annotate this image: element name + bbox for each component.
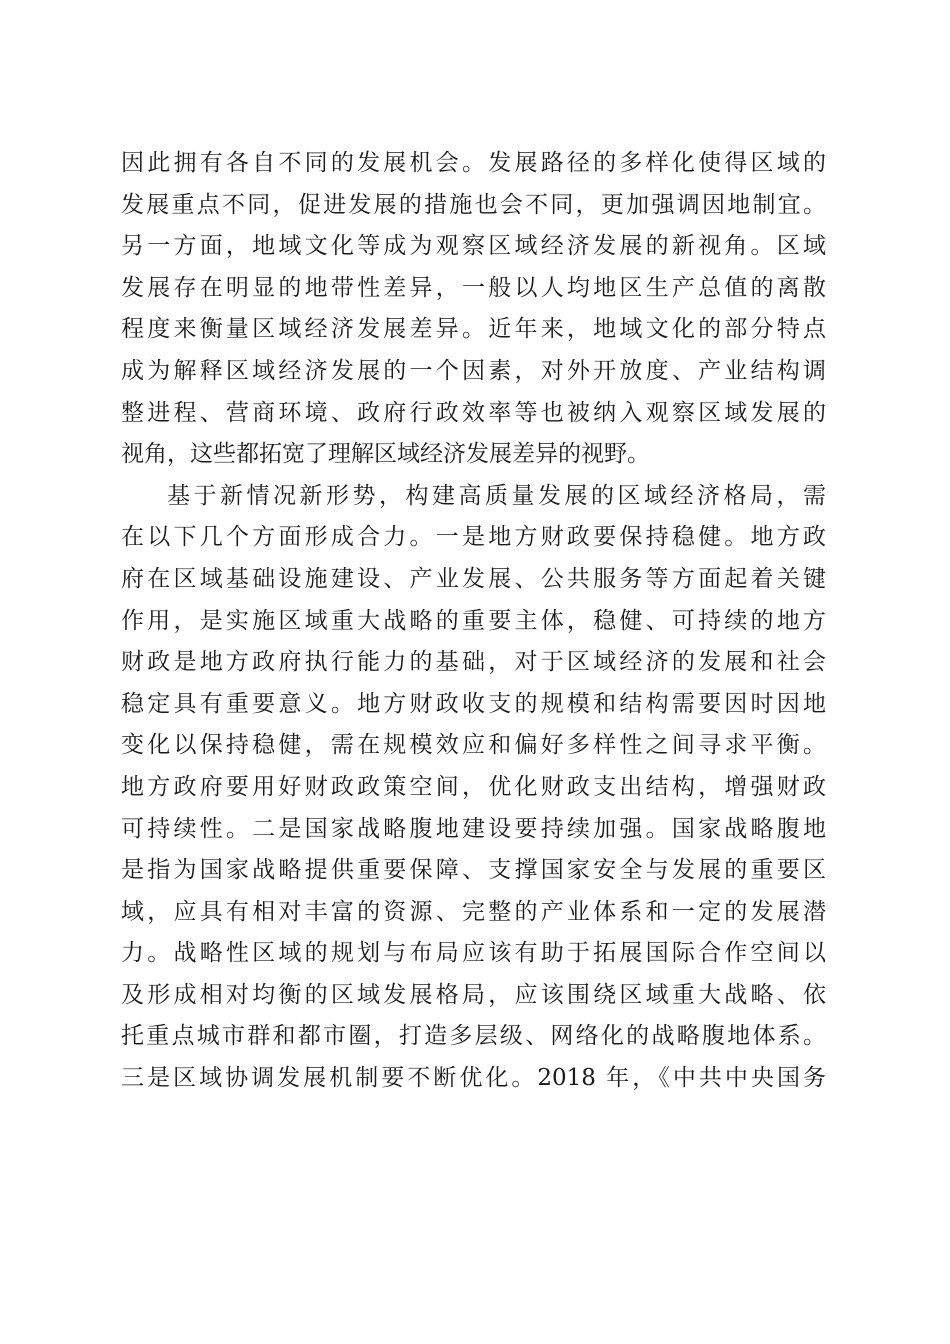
paragraph: [121, 143, 826, 476]
text-line: 地方政府要用好财政政策空间，优化财政支出结构，增强财政: [121, 773, 826, 800]
text-line: 域，应具有相对丰富的资源、完整的产业体系和一定的发展潜: [121, 898, 826, 925]
text-line: 及形成相对均衡的区域发展格局，应该围绕区域重大战略、依: [121, 981, 826, 1008]
text-line: 另一方面，地域文化等成为观察区域经济发展的新视角。区域: [121, 233, 826, 260]
paragraph: [121, 476, 826, 1100]
text-line: 稳定具有重要意义。地方财政收支的规模和结构需要因时因地: [121, 690, 826, 717]
text-line: 可持续性。二是国家战略腹地建设要持续加强。国家战略腹地: [121, 815, 826, 842]
text-line: 发展重点不同，促进发展的措施也会不同，更加强调因地制宜。: [121, 191, 826, 218]
text-line: 变化以保持稳健，需在规模效应和偏好多样性之间寻求平衡。: [121, 732, 826, 759]
text-line: 视角，这些都拓宽了理解区域经济发展差异的视野。: [121, 441, 650, 468]
text-line: 作用，是实施区域重大战略的重要主体，稳健、可持续的地方: [121, 607, 826, 634]
text-line: 基于新情况新形势，构建高质量发展的区域经济格局，需: [167, 482, 826, 509]
text-line: 府在区域基础设施建设、产业发展、公共服务等方面起着关键: [121, 565, 826, 592]
text-line: 在以下几个方面形成合力。一是地方财政要保持稳健。地方政: [121, 524, 826, 551]
text-line: 发展存在明显的地带性差异，一般以人均地区生产总值的离散: [121, 274, 826, 301]
text-line: 力。战略性区域的规划与布局应该有助于拓展国际合作空间以: [121, 940, 826, 967]
text-line: 是指为国家战略提供重要保障、支撑国家安全与发展的重要区: [121, 857, 826, 884]
text-line: 财政是地方政府执行能力的基础，对于区域经济的发展和社会: [121, 649, 826, 676]
text-line: 因此拥有各自不同的发展机会。发展路径的多样化使得区域的: [121, 150, 826, 176]
text-line: 整进程、营商环境、政府行政效率等也被纳入观察区域发展的: [121, 399, 826, 426]
body-text: [121, 143, 826, 1100]
text-line: 程度来衡量区域经济发展差异。近年来，地域文化的部分特点: [121, 316, 826, 343]
text-line: 三是区域协调发展机制要不断优化。2018 年，《中共中央国务: [121, 1065, 826, 1092]
text-line: 成为解释区域经济发展的一个因素，对外开放度、产业结构调: [121, 357, 826, 384]
text-line: 托重点城市群和都市圈，打造多层级、网络化的战略腹地体系。: [121, 1023, 826, 1050]
